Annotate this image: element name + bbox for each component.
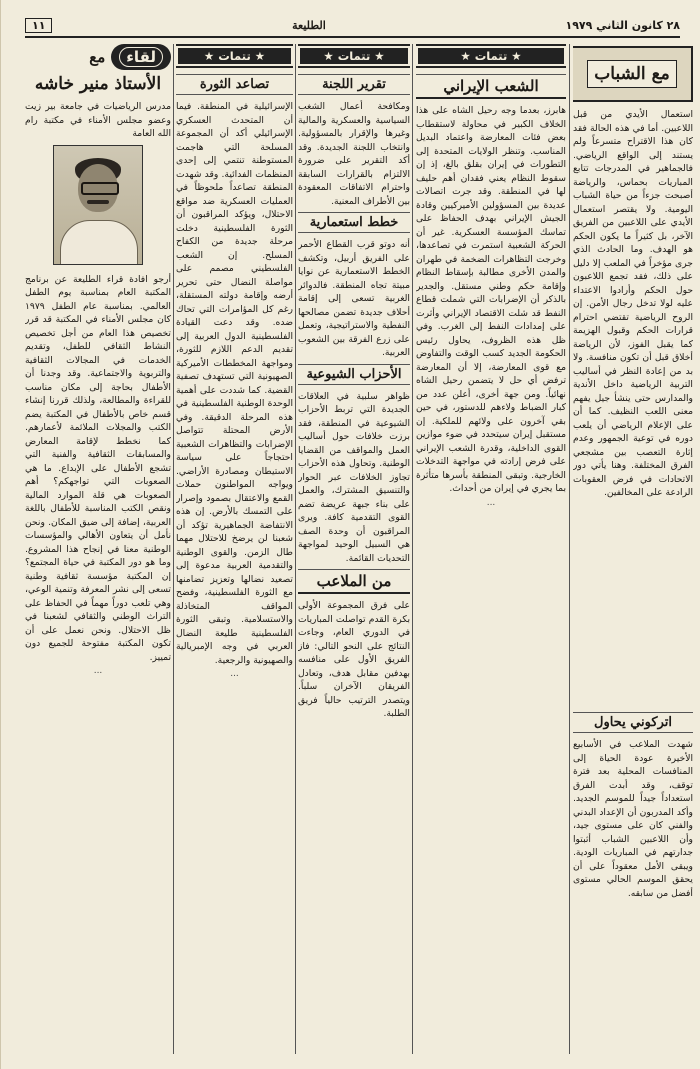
star-icon: ★ [511, 49, 522, 63]
revolution-article-body: الإسرائيلية في المنطقة. فيما أن المتحدث العسكري الإسرائيلي أكد أن المجموعة المسلحة التي هاجمت المستوطنة تنتمي إلى إحدى المنظمات الفدائية. وقد شهدت المنطقة تصاعداً ملحوظاً في العمليات العسكرية ضد مواقع الاحتلال، ويؤكد المراقبون أن الثورة الفلسطينية دخلت مرحلة جديدة من الكفاح المسلح. إن الشعب الفلسطيني مصمم على مواصلة النضال حتى تحرير أرضه وإقامة دولته المستقلة، رغم كل المؤامرات التي تحاك ضده. وقد دعت القيادة الفلسطينية الدول العربية إلى تقديم الدعم اللازم للثورة، ومواجهة المخططات الأميركية الصهيونية التي تستهدف تصفية القضية. كما شددت على أهمية الوحدة الوطنية الفلسطينية في هذه المرحلة الدقيقة. وفي الأرض المحتلة تتواصل الإضرابات والتظاهرات الشعبية احتجاجاً على سياسة الاستيطان ومصادرة الأراضي. ويواجه المواطنون حملات القمع والاعتقال بصمود وإصرار على التمسك بالأرض. إن هذه الانتفاضة الجماهيرية تؤكد أن شعبنا لن يرضخ للاحتلال مهما طال الزمن. والقوى الوطنية والتقدمية العربية مدعوة إلى تصعيد نضالها وتعزيز تضامنها مع الثورة الفلسطينية، وفضح المواقف المتخاذلة والاستسلامية. وتبقى الثورة الفلسطينية طليعة النضال العربي في وجه الإمبريالية والصهيونية والرجعية. [176, 101, 293, 666]
column-interview [25, 44, 171, 1054]
interview-body: أرجو افادة قراء الطليعة عن برنامج المكتبة العام بمناسبة يوم الطفل العالمي. بمناسبة عام الطفل ١٩٧٩ كان مجلس الأمناء في المكتبة قد قرر تخصيص هذا العام من أجل تخصيص النشاط الثقافي للطفل، وتقديم الخدمات في المجالات الثقافية والتربوية والاجتماعية. وقد وجدنا أن الأطفال بحاجة إلى مكان مناسب للقراءة والمطالعة، ولذلك قررنا إنشاء قسم خاص بالأطفال في المكتبة يضم الكتب والمجلات الملائمة لأعمارهم. كما نخطط لإقامة المعارض والمسابقات الثقافية والفنية التي تشجع الأطفال على الإبداع. ما هي الصعوبات التي تواجهكم؟ أهم الصعوبات هي قلة الموارد المالية ونقص الكتب المناسبة للأطفال باللغة العربية، إضافة إلى ضيق المكان. ونحن نأمل أن يتعاون الأهالي والمؤسسات الوطنية معنا في إنجاح هذا المشروع. وما هو دور المكتبة في حياة المجتمع؟ إن المكتبة مؤسسة ثقافية وطنية تسعى إلى نشر المعرفة وتنمية الوعي، وهي تلعب دوراً مهماً في الحفاظ على التراث الوطني والثقافي لشعبنا في ظل الاحتلال. ونحن نعمل على أن تكون المكتبة مفتوحة للجميع دون تمييز. [25, 273, 171, 663]
youth-article-heading: اتركوني يحاول [573, 712, 693, 733]
interview-badge-with: مع [89, 48, 106, 66]
youth-article-body: شهدت الملاعب في الأسابيع الأخيرة عودة الحياة إلى المنافسات المحلية بعد فترة توقف، وقد أبدت الفرق استعداداً جيداً للموسم الجديد. وأكد المدربون أن الإعداد البدني والفني كان على مستوى جيد، وأن اللاعبين الشباب أثبتوا جدارتهم في المباريات الودية. ويبقى الأمل معقوداً على أن يحقق الموسم الحالي مستوى أفضل من سابقه. [573, 739, 693, 899]
iran-article-heading: الشعب الإيراني [416, 74, 566, 99]
continued-mark: ... [93, 666, 103, 676]
column-iran [416, 44, 566, 1054]
page-number: ١١ [25, 18, 52, 33]
section-bar-tatammat: ★تتمات★ [298, 44, 410, 68]
communist-parties-heading: الأحزاب الشيوعية [298, 364, 410, 385]
interview-header [25, 44, 171, 70]
continued-mark: ... [486, 497, 496, 508]
column-divider [412, 44, 413, 1054]
communist-parties-body: ظواهر سلبية في العلاقات الجديدة التي تربط الأحزاب الشيوعية في المنطقة، فقد برزت خلافات حول أساليب العمل والمواقف من القضايا الوطنية. وتحاول هذه الأحزاب تجاوز الخلافات عبر الحوار والتنسيق المشترك، والعمل على بناء جبهة عريضة تضم القوى التقدمية كافة. ويرى المراقبون أن وحدة الصف هي السبيل الوحيد لمواجهة التحديات القائمة. [298, 390, 410, 564]
star-icon: ★ [374, 49, 385, 63]
colonial-plans-heading: خطط استعمارية [298, 212, 410, 233]
masthead-publication: الطليعة [292, 18, 326, 32]
guest-portrait [53, 145, 143, 265]
youth-section-logo: مع الشباب [573, 46, 693, 102]
column-divider [173, 44, 174, 1054]
column-divider [569, 44, 570, 1054]
from-the-stadiums-heading: من الملاعب [298, 569, 410, 594]
interview-guest-name: الأستاذ منير خاشه [34, 74, 162, 94]
masthead [25, 14, 680, 38]
colonial-plans-body: أنه دوتو قرب القطاع الأحمر على الفريق أربيل، وتكشف الخطط الاستعمارية عن نوايا مبيتة تجاه المنطقة. فالدوائر الغربية تسعى إلى إقامة أحلاف جديدة تضمن مصالحها النفطية والاستراتيجية، وتعمل على زرع الفرقة بين الشعوب العربية. [298, 239, 410, 358]
continued-mark: ... [230, 669, 239, 679]
youth-article-intro: استعمال الأيدي من قبل اللاعبين. أما في هذه الحالة فقد كان هذا الاقتراح متسرعاً ولم يستند إلى الواقع الرياضي. فالجماهير في المدرجات تتابع المباريات بحماس، والرياضة أصبحت جزءاً من حياة الشباب اليومية. ولا يقتصر استعمال الأيدي على اللاعبين من الفريق الآخر، بل كثيراً ما يكون الحكم هو الهدف. وما الحادث الذي جرى مؤخراً في الملعب إلا دليل على ذلك، فقد تجمع اللاعبون حول الحكم وأرادوا الاعتداء عليه لولا تدخل رجال الأمن. إن الروح الرياضية تقتضي احترام قرارات الحكم وقبول الهزيمة كما يقبل الفوز، لأن الرياضة أخلاق قبل أن تكون منافسة. ولا بد من إعادة النظر في أساليب التربية الرياضية داخل الأندية والمدارس حتى ينشأ جيل يفهم معنى اللعب النظيف. كما أن على الإعلام الرياضي أن يلعب دوره في توعية الجمهور وعدم إثارة التعصب بين مشجعي الفرق المختلفة. وهنا يأتي دور الاتحادات في فرض العقوبات الرادعة على المخالفين. [573, 109, 693, 498]
star-icon: ★ [203, 49, 215, 63]
star-icon: ★ [323, 49, 334, 63]
column-divider [295, 44, 296, 1054]
column-youth [573, 44, 693, 1054]
interview-badge: لقاء [111, 44, 171, 70]
column-revolution [176, 44, 293, 1054]
committee-report-body: ومكافحة أعمال الشغب السياسية والعسكرية والمالية وغيرها والإقرار بالمسؤولية. وانتخاب اللجنة الجديدة. وقد أكد التقرير على ضرورة الالتزام بالقرارات السابقة واحترام الاتفاقات المعقودة بين الأطراف المعنية. [298, 101, 410, 207]
interview-guest-caption: مدرس الرياضيات في جامعة بير زيت وعضو مجلس الأمناء في مكتبة رام الله العامة [25, 101, 171, 139]
column-reports [298, 44, 410, 1054]
section-bar-tatammat: ★تتمات★ [176, 44, 293, 68]
star-icon: ★ [460, 49, 471, 63]
committee-report-heading: تقرير اللجنة [298, 74, 410, 95]
section-bar-tatammat: ★تتمات★ [416, 44, 566, 68]
masthead-date: ٢٨ كانون الثاني ١٩٧٩ [565, 18, 680, 32]
revolution-article-heading: تصاعد الثورة [176, 74, 293, 95]
star-icon: ★ [254, 49, 266, 63]
from-the-stadiums-body: على فرق المجموعة الأولى بكرة القدم تواصلت المباريات في الدوري العام، وجاءت النتائج على النحو التالي: فاز الفريق الأول على منافسه بهدفين مقابل هدف، وتعادل الفريقان الآخران سلباً. ويتصدر الترتيب حالياً فريق الطلبة. [298, 600, 410, 719]
iran-article-body: هابرز، بعدما وجه رحيل الشاه على هذا الخلاف الكبير في محاولة لاستقطاب بعض فئات المعارضة واعتماد البديل المناسب. وتنظر الولايات المتحدة إلى التطورات في إيران بقلق بالغ، إذ إن سقوط النظام يعني فقدان أهم حليف لها في المنطقة. وقد جرت اتصالات عديدة بين المسؤولين الأميركيين وقادة الجيش الإيراني بهدف الحفاظ على تماسك المؤسسة العسكرية. غير أن الحركة الشعبية استمرت في تصاعدها، وخرجت التظاهرات الضخمة في طهران والمدن الأخرى مطالبة بإسقاط النظام وإقامة حكم وطني مستقل. والجدير بالذكر أن الإضرابات التي شملت قطاع النفط قد شلت الاقتصاد الإيراني وأثرت على إمدادات النفط إلى الغرب. وفي ظل هذه الظروف، يحاول رئيس الحكومة الجديد كسب الوقت والتفاوض مع قوى المعارضة، إلا أن المعارضة ترفض أي حل لا يتضمن رحيل الشاه نهائياً. ومن جهة أخرى، أعلن عدد من كبار الضباط ولاءهم للدستور، في حين بقي آخرون على ولائهم للملكية. إن مستقبل إيران سيتحدد في ضوء موازين القوى الداخلية، وقدرة الشعب الإيراني على فرض إرادته في مواجهة التدخلات الخارجية. وتبقى المنطقة بأسرها متأثرة بما يجري في إيران من أحداث. [416, 105, 566, 494]
